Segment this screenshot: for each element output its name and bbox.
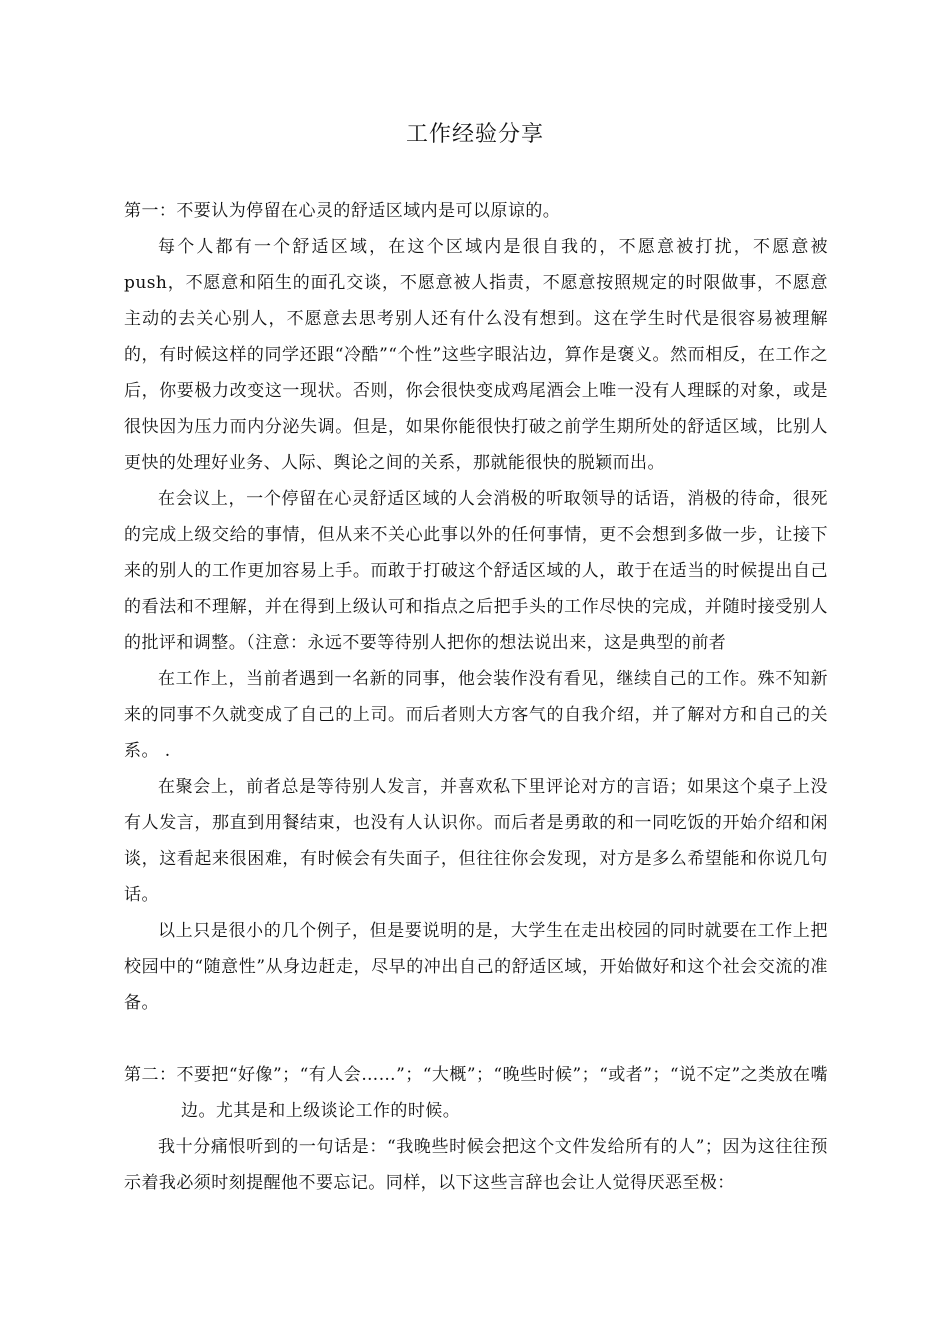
section-1-paragraph-5: 以上只是很小的几个例子，但是要说明的是，大学生在走出校园的同时就要在工作上把校园中的“随意性”从身边赶走，尽早的冲出自己的舒适区域，开始做好和这个社会交流的准备。: [124, 921, 828, 1013]
document-title: 工作经验分享: [405, 122, 544, 147]
section-1-paragraph-4: 在聚会上，前者总是等待别人发言，并喜欢私下里评论对方的言语；如果这个桌子上没有人发言，那直到用餐结束，也没有人认识你。而后者是勇敢的和一同吃饭的开始介绍和闲谈，这看起来很困难，有时候会有失面子，但往往你会发现，对方是多么希望能和你说几句话。: [124, 777, 828, 905]
section-spacer: [124, 1021, 828, 1057]
section-1-heading: 第一：不要认为停留在心灵的舒适区域内是可以原谅的。: [124, 201, 561, 221]
section-2-paragraph-1: 我十分痛恨听到的一句话是：“我晚些时候会把这个文件发给所有的人”；因为这往往预示着我必须时刻提醒他不要忘记。同样，以下这些言辞也会让人觉得厌恶至极：: [124, 1137, 828, 1193]
section-2-heading: 第二：不要把“好像”；“有人会……”；“大概”；“晚些时候”；“或者”；“说不定”之类放在嘴边。尤其是和上级谈论工作的时候。: [124, 1065, 828, 1121]
section-1-paragraph-2: 在会议上，一个停留在心灵舒适区域的人会消极的听取领导的话语，消极的待命，很死的完成上级交给的事情，但从来不关心此事以外的任何事情，更不会想到多做一步，让接下来的别人的工作更加容易上手。而敢于打破这个舒适区域的人，敢于在适当的时候提出自己的看法和不理解，并在得到上级认可和指点之后把手头的工作尽快的完成，并随时接受别人的批评和调整。（注意：永远不要等待别人把你的想法说出来，这是典型的前者: [124, 489, 828, 653]
section-1-paragraph-1: 每个人都有一个舒适区域，在这个区域内是很自我的，不愿意被打扰，不愿意被push，不愿意和陌生的面孔交谈，不愿意被人指责，不愿意按照规定的时限做事，不愿意主动的去关心别人，不愿意去思考别人还有什么没有想到。这在学生时代是很容易被理解的，有时候这样的同学还跟“冷酷”“个性”这些字眼沾边，算作是褒义。然而相反，在工作之后，你要极力改变这一现状。否则，你会很快变成鸡尾酒会上唯一没有人理睬的对象，或是很快因为压力而内分泌失调。但是，如果你能很快打破之前学生期所处的舒适区域，比别人更快的处理好业务、人际、舆论之间的关系，那就能很快的脱颖而出。: [124, 237, 828, 473]
document-body: [124, 193, 828, 1201]
section-1-paragraph-3: 在工作上，当前者遇到一名新的同事，他会装作没有看见，继续自己的工作。殊不知新来的同事不久就变成了自己的上司。而后者则大方客气的自我介绍，并了解对方和自己的关系。 .: [124, 669, 828, 761]
